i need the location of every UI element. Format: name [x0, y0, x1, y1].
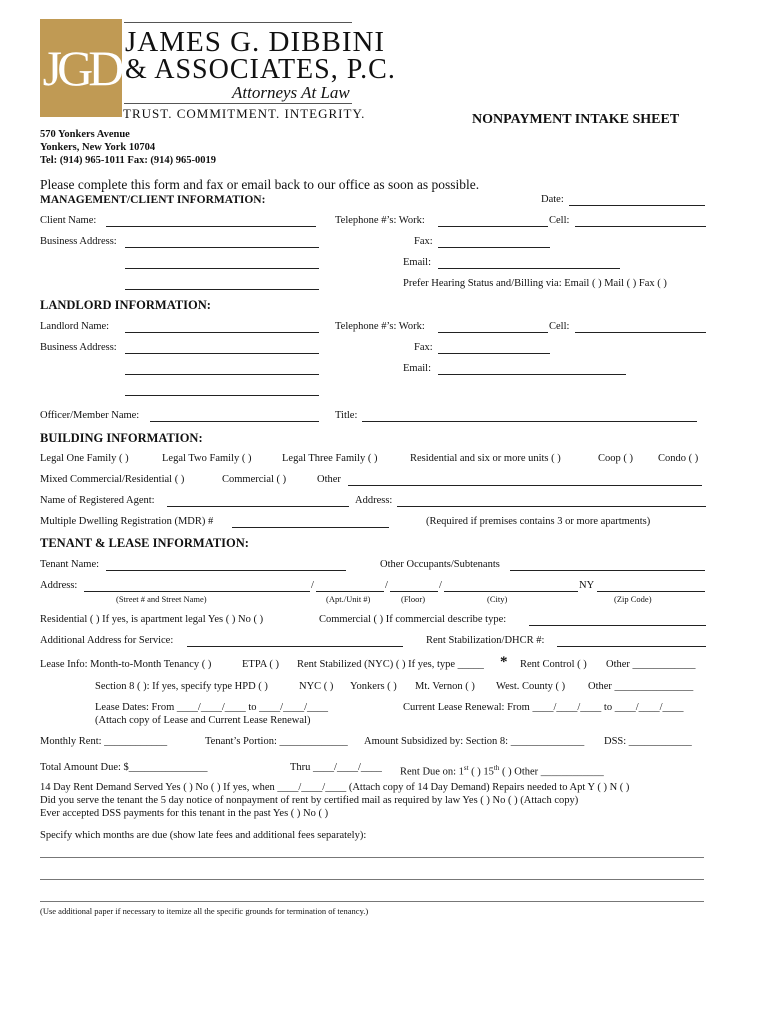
address-phone: Tel: (914) 965-1011 Fax: (914) 965-0019	[40, 155, 217, 166]
tenant-portion-field[interactable]: Tenant’s Portion: _____________	[205, 736, 348, 747]
thru-date-field[interactable]: Thru ____/____/____	[290, 762, 382, 773]
section8-other-option[interactable]: Other _______________	[588, 681, 694, 692]
client-email-field[interactable]	[438, 268, 620, 269]
agent-address-label: Address:	[355, 495, 393, 506]
client-name-label: Client Name:	[40, 215, 97, 226]
client-business-address-field[interactable]	[125, 247, 319, 248]
tenant-city-field[interactable]	[444, 591, 578, 592]
officer-name-field[interactable]	[150, 421, 319, 422]
landlord-fax-field[interactable]	[438, 353, 550, 354]
th-suffix: th	[493, 764, 500, 772]
landlord-business-address-field[interactable]	[125, 353, 319, 354]
residential-six-units-option[interactable]: Residential and six or more units ( )	[410, 453, 561, 464]
etpa-option[interactable]: ETPA ( )	[242, 659, 279, 670]
mixed-commercial-option[interactable]: Mixed Commercial/Residential ( )	[40, 474, 185, 485]
dhcr-label: Rent Stabilization/DHCR #:	[426, 635, 545, 646]
address-street: 570 Yonkers Avenue	[40, 129, 130, 140]
landlord-fax-label: Fax:	[414, 342, 433, 353]
agent-address-field[interactable]	[397, 506, 706, 507]
rent-due-paren-2: ( ) Other ____________	[499, 766, 604, 778]
dss-field[interactable]: DSS: ____________	[604, 736, 692, 747]
address-slash-1: /	[311, 580, 314, 591]
rent-stabilized-option[interactable]: Rent Stabilized (NYC) ( ) If yes, type _____	[297, 659, 484, 670]
landlord-business-address-label: Business Address:	[40, 342, 117, 353]
landlord-business-address-field-2[interactable]	[125, 374, 319, 375]
client-cell-label: Cell:	[549, 215, 570, 226]
section8-hpd-option[interactable]: Section 8 ( ): If yes, specify type HPD ( )	[95, 681, 268, 692]
coop-option[interactable]: Coop ( )	[598, 453, 633, 464]
client-business-address-label: Business Address:	[40, 236, 117, 247]
current-renewal-field[interactable]: Current Lease Renewal: From ____/____/____ to ____/____/____	[403, 702, 684, 713]
landlord-heading: LANDLORD INFORMATION:	[40, 298, 211, 312]
residential-legal-options[interactable]: Residential ( ) If yes, is apartment legal Yes ( ) No ( )	[40, 614, 264, 625]
registered-agent-field[interactable]	[167, 506, 349, 507]
firm-name-line2: & ASSOCIATES, P.C.	[125, 54, 396, 85]
mdr-label: Multiple Dwelling Registration (MDR) #	[40, 516, 214, 527]
client-email-label: Email:	[403, 257, 431, 268]
firm-tagline-trust: TRUST. COMMITMENT. INTEGRITY.	[123, 106, 366, 121]
west-county-option[interactable]: West. County ( )	[496, 681, 566, 692]
client-fax-field[interactable]	[438, 247, 550, 248]
client-name-field[interactable]	[106, 226, 316, 227]
tenant-heading: TENANT & LEASE INFORMATION:	[40, 536, 249, 550]
legal-one-family-option[interactable]: Legal One Family ( )	[40, 453, 129, 464]
management-heading: MANAGEMENT/CLIENT INFORMATION:	[40, 194, 266, 206]
lease-other-option[interactable]: Other ____________	[606, 659, 696, 670]
commercial-type-label: Commercial ( ) If commercial describe type:	[319, 614, 507, 625]
dhcr-field[interactable]	[557, 646, 706, 647]
nyc-option[interactable]: NYC ( )	[299, 681, 334, 692]
apt-note: (Apt./Unit #)	[326, 594, 371, 604]
firm-tagline-attorneys: Attorneys At Law	[232, 83, 350, 102]
mdr-note: (Required if premises contains 3 or more apartments)	[426, 516, 651, 527]
yonkers-option[interactable]: Yonkers ( )	[350, 681, 397, 692]
officer-title-label: Title:	[335, 410, 358, 421]
officer-title-field[interactable]	[362, 421, 697, 422]
dss-payments-line[interactable]: Ever accepted DSS payments for this tenant in the past Yes ( ) No ( )	[40, 808, 329, 819]
other-occupants-label: Other Occupants/Subtenants	[380, 559, 500, 570]
additional-address-label: Additional Address for Service:	[40, 635, 174, 646]
document-title: NONPAYMENT INTAKE SHEET	[472, 112, 680, 127]
tenant-name-field[interactable]	[106, 570, 346, 571]
month-to-month-option[interactable]: Lease Info: Month-to-Month Tenancy ( )	[40, 659, 212, 670]
tenant-name-label: Tenant Name:	[40, 559, 100, 570]
commercial-type-field[interactable]	[529, 625, 706, 626]
months-due-line-2[interactable]	[40, 879, 704, 880]
landlord-cell-label: Cell:	[549, 321, 570, 332]
months-due-line-1[interactable]	[40, 857, 704, 858]
client-business-address-field-3[interactable]	[125, 289, 319, 290]
intro-text: Please complete this form and fax or email back to our office as soon as possible.	[40, 177, 480, 192]
months-due-line-3[interactable]	[40, 901, 704, 902]
legal-three-family-option[interactable]: Legal Three Family ( )	[282, 453, 378, 464]
landlord-tel-work-label: Telephone #’s: Work:	[335, 321, 425, 332]
address-city: Yonkers, New York 10704	[40, 142, 156, 153]
city-note: (City)	[487, 594, 508, 604]
condo-option[interactable]: Condo ( )	[658, 453, 699, 464]
landlord-name-label: Landlord Name:	[40, 321, 110, 332]
footnote: (Use additional paper if necessary to itemize all the specific grounds for termination of tenancy.)	[40, 906, 369, 916]
rent-due-label: Rent Due on: 1	[400, 766, 464, 778]
landlord-tel-work-field[interactable]	[438, 332, 548, 333]
monthly-rent-field[interactable]: Monthly Rent: ____________	[40, 736, 168, 747]
address-slash-2: /	[385, 580, 388, 591]
attach-lease-note: (Attach copy of Lease and Current Lease Renewal)	[95, 715, 311, 726]
tenant-floor-field[interactable]	[390, 591, 438, 592]
floor-note: (Floor)	[401, 594, 426, 604]
rent-due-options[interactable]	[400, 762, 604, 779]
client-cell-field[interactable]	[575, 226, 706, 227]
firm-name-line1: JAMES G. DIBBINI	[125, 26, 386, 58]
five-day-notice-line[interactable]: Did you serve the tenant the 5 day notice of nonpayment of rent by certified mail as required by law Yes ( ) No ( ) (Attach copy)	[40, 795, 579, 806]
client-tel-work-label: Telephone #’s: Work:	[335, 215, 425, 226]
landlord-business-address-field-3[interactable]	[125, 395, 319, 396]
address-state: NY	[579, 580, 595, 591]
total-amount-due-field[interactable]: Total Amount Due: $_______________	[40, 762, 208, 773]
registered-agent-label: Name of Registered Agent:	[40, 495, 155, 506]
monogram-text: JGD	[42, 40, 120, 96]
tenant-apt-field[interactable]	[316, 591, 384, 592]
lease-dates-field[interactable]: Lease Dates: From ____/____/____ to ____/____/____	[95, 702, 329, 713]
tenant-address-label: Address:	[40, 580, 78, 591]
landlord-email-label: Email:	[403, 363, 431, 374]
amount-subsidized-field[interactable]: Amount Subsidized by: Section 8: ______________	[364, 736, 585, 747]
building-other-label: Other	[317, 474, 341, 485]
commercial-option[interactable]: Commercial ( )	[222, 474, 287, 485]
address-slash-3: /	[439, 580, 442, 591]
other-occupants-field[interactable]	[510, 570, 705, 571]
client-business-address-field-2[interactable]	[125, 268, 319, 269]
client-fax-label: Fax:	[414, 236, 433, 247]
tenant-zip-field[interactable]	[597, 591, 705, 592]
date-label: Date:	[541, 194, 564, 205]
monogram-block	[40, 19, 122, 117]
specify-months-label: Specify which months are due (show late fees and additional fees separately):	[40, 830, 367, 841]
tenant-street-field[interactable]	[84, 591, 310, 592]
date-field[interactable]	[569, 205, 705, 206]
legal-two-family-option[interactable]: Legal Two Family ( )	[162, 453, 252, 464]
st-suffix: st	[463, 764, 469, 772]
mdr-field[interactable]	[232, 527, 389, 528]
rent-control-option[interactable]: Rent Control ( )	[520, 659, 587, 670]
building-heading: BUILDING INFORMATION:	[40, 431, 203, 445]
additional-address-field[interactable]	[187, 646, 403, 647]
zip-note: (Zip Code)	[614, 594, 652, 604]
building-other-field[interactable]	[348, 485, 702, 486]
asterisk-mark: *	[500, 654, 508, 670]
officer-name-label: Officer/Member Name:	[40, 410, 140, 421]
mt-vernon-option[interactable]: Mt. Vernon ( )	[415, 681, 475, 692]
rent-due-paren-1: ( ) 15	[468, 766, 494, 778]
landlord-name-field[interactable]	[125, 332, 319, 333]
street-note: (Street # and Street Name)	[116, 594, 207, 604]
prefer-hearing-status[interactable]: Prefer Hearing Status and/Billing via: Email ( ) Mail ( ) Fax ( )	[403, 278, 667, 289]
client-tel-work-field[interactable]	[438, 226, 548, 227]
landlord-email-field[interactable]	[438, 374, 626, 375]
landlord-cell-field[interactable]	[575, 332, 706, 333]
rent-demand-line[interactable]: 14 Day Rent Demand Served Yes ( ) No ( ) If yes, when ____/____/____ (Attach copy of 14 Day Demand) Repairs needed to Apt Y ( ) N ( )	[40, 782, 630, 793]
